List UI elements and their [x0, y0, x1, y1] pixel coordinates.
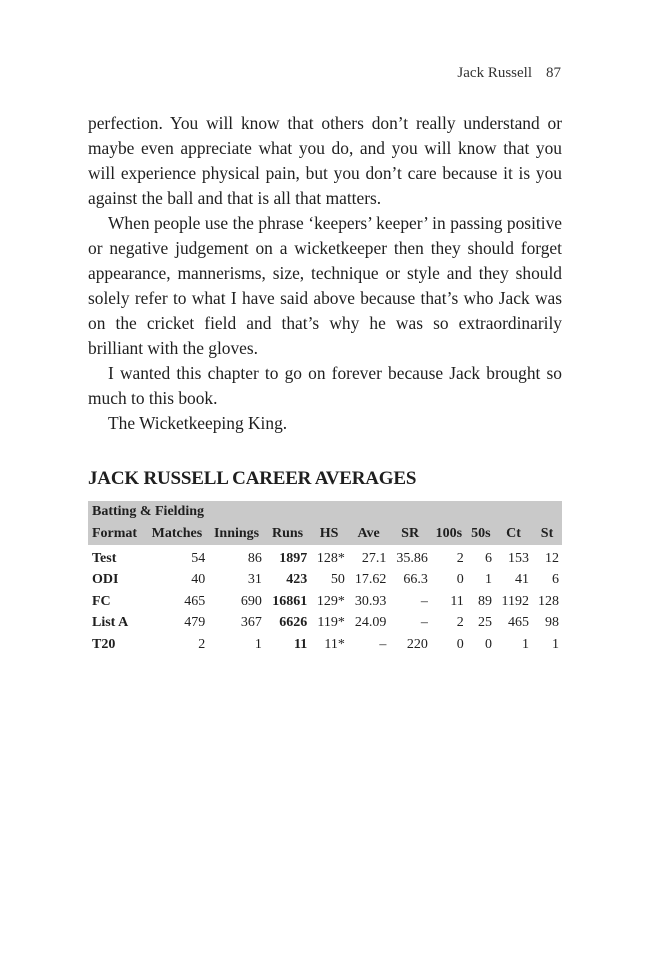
table-cell: T20	[92, 636, 116, 652]
table-cell: 465	[184, 593, 206, 609]
table-cell: 27.1	[361, 550, 387, 566]
table-cell: 465	[508, 615, 530, 631]
table-cell: 16861	[272, 593, 308, 609]
column-header: St	[532, 523, 562, 545]
table-cell: 6626	[279, 615, 308, 631]
column-header: Ct	[495, 523, 532, 545]
running-head	[457, 65, 561, 82]
column-header: Format	[88, 523, 146, 545]
table-cell: 11*	[324, 636, 345, 652]
column-header: Innings	[208, 523, 265, 545]
table-cell: 2	[456, 550, 464, 566]
running-title: Jack Russell	[457, 65, 532, 81]
table-cell: 6	[484, 550, 492, 566]
table-cell: 119*	[317, 615, 345, 631]
paragraph: I wanted this chapter to go on forever because Jack brought so much to this book.	[88, 363, 562, 408]
table-row	[88, 570, 562, 592]
table-cell: List A	[92, 615, 129, 631]
career-averages-table	[88, 501, 562, 656]
table-cell: 1	[522, 636, 530, 652]
column-header: 100s	[431, 523, 467, 545]
table-cell: 17.62	[354, 572, 387, 588]
table-cell: 98	[545, 615, 559, 631]
table-cell: 41	[515, 572, 530, 588]
paragraph: When people use the phrase ‘keepers’ keeper’ in passing positive or negative judgement on a wicketkeeper then they should forget appearance, mannerisms, size, technique or style and they should solely refer to what I have said above because that’s who Jack was on the cricket field and that’s why he was so extraordinarily brilliant with the gloves.	[88, 213, 562, 358]
table-cell: 129*	[316, 593, 345, 609]
page-number: 87	[546, 65, 561, 81]
column-header: Runs	[265, 523, 310, 545]
paragraph: The Wicketkeeping King.	[108, 413, 288, 433]
body-text	[88, 111, 562, 436]
table-cell: 153	[508, 550, 530, 566]
table-cell: ODI	[92, 572, 119, 588]
table-cell: 1	[254, 636, 262, 652]
table-cell: 66.3	[403, 572, 428, 588]
table-cell: 367	[240, 615, 262, 631]
table-cell: 1	[484, 572, 492, 588]
table-cell: 220	[406, 636, 428, 652]
table-cell: –	[420, 593, 428, 609]
table-row	[88, 613, 562, 635]
table-cell: Test	[92, 550, 117, 566]
column-header: HS	[310, 523, 348, 545]
table-cell: 2	[198, 636, 206, 652]
column-header: Ave	[348, 523, 390, 545]
table-cell: 423	[286, 572, 308, 588]
table-row	[88, 545, 562, 570]
table-cell: 690	[240, 593, 262, 609]
table-cell: –	[420, 615, 428, 631]
table-cell: 24.09	[354, 615, 387, 631]
table-cell: 1897	[279, 550, 308, 566]
table-cell: 30.93	[354, 593, 387, 609]
table-row	[88, 634, 562, 656]
table-cell: 89	[477, 593, 492, 609]
table-cell: 128	[538, 593, 559, 609]
column-header: Matches	[146, 523, 209, 545]
table-cell: 11	[450, 593, 464, 609]
section-heading: JACK RUSSELL CAREER AVERAGES	[88, 468, 417, 489]
table-cell: 479	[184, 615, 206, 631]
table-row	[88, 591, 562, 613]
table-cell: 2	[456, 615, 464, 631]
table-cell: 0	[456, 636, 464, 652]
table-cell: 50	[330, 572, 345, 588]
column-header: 50s	[467, 523, 495, 545]
table-group-label: Batting & Fielding	[88, 501, 562, 523]
table-cell: 25	[477, 615, 492, 631]
table-cell: 11	[294, 636, 308, 652]
table-cell: 6	[552, 572, 559, 588]
table-cell: 1192	[501, 593, 530, 609]
table-cell: 0	[456, 572, 464, 588]
table-cell: 1	[552, 636, 559, 652]
table-cell: 86	[247, 550, 262, 566]
table-cell: 40	[191, 572, 206, 588]
table-cell: 31	[247, 572, 262, 588]
column-header: SR	[389, 523, 431, 545]
table-cell: 35.86	[396, 550, 428, 566]
table-cell: 12	[545, 550, 559, 566]
table-cell: 0	[484, 636, 492, 652]
table-group-row	[88, 501, 562, 523]
table-cell: 54	[191, 550, 206, 566]
table-header-row	[88, 523, 562, 545]
table-cell: 128*	[316, 550, 345, 566]
table-cell: –	[379, 636, 387, 652]
paragraph: perfection. You will know that others don’t really understand or maybe even appreciate what you do, and you will know that you will experience physical pain, but you don’t care because it is you against the ball and that is all that matters.	[88, 113, 562, 208]
table-cell: FC	[92, 593, 111, 609]
